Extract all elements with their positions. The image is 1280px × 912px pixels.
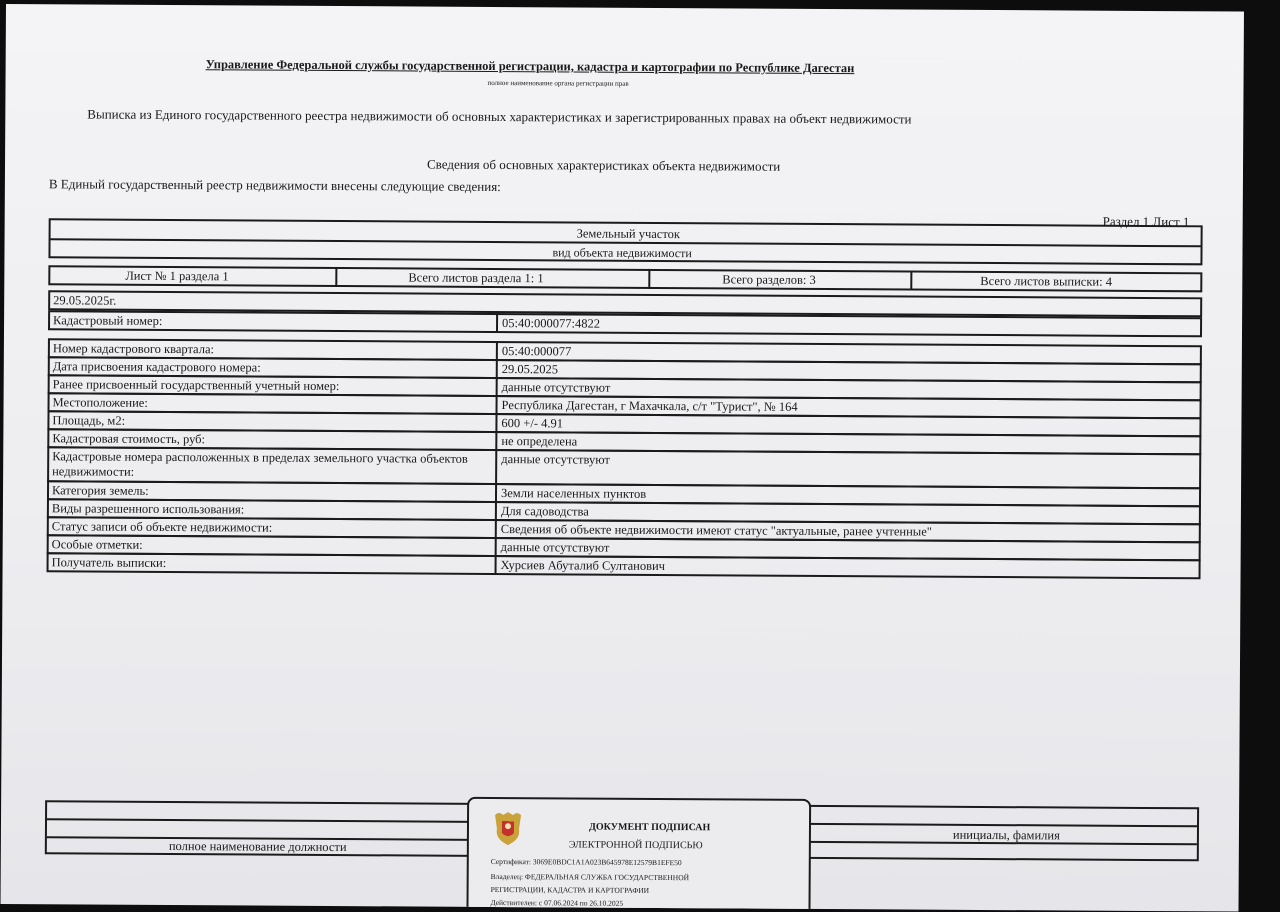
row-value: Для садоводства — [500, 504, 589, 519]
row-label: Статус записи об объекте недвижимости: — [51, 519, 273, 535]
section-subtitle: Сведения об основных характеристиках объекта недвижимости — [426, 156, 781, 174]
row-label: Номер кадастрового квартала: — [52, 341, 215, 357]
row-label: Ранее присвоенный государственный учетный номер: — [52, 377, 340, 394]
row-value: данные отсутствуют — [500, 540, 610, 555]
row-value: Сведения об объекте недвижимости имеют статус "актуальные, ранее учтенные" — [500, 522, 932, 539]
org-caption: полное наименование органа регистрации прав — [487, 78, 629, 88]
sheets-in-section: Всего листов раздела 1: 1 — [408, 270, 544, 286]
row-value: данные отсутствуют — [501, 452, 610, 467]
row-value: Хурсиев Абуталиб Султанович — [500, 558, 666, 574]
row-label: Дата присвоения кадастрового номера: — [52, 359, 261, 375]
stamp-owner-line1: Владелец: ФЕДЕРАЛЬНАЯ СЛУЖБА ГОСУДАРСТВЕННОЙ — [490, 871, 690, 883]
row-value: данные отсутствуют — [501, 380, 611, 395]
row-label: Виды разрешенного использования: — [51, 501, 245, 517]
coat-of-arms-icon — [491, 809, 525, 847]
row-value: не определена — [501, 434, 578, 449]
sections-total: Всего разделов: 3 — [722, 272, 816, 287]
position-caption: полное наименование должности — [168, 839, 347, 855]
org-name: Управление Федеральной службы государственной регистрации, кадастра и картографии по Республике Дагестан — [205, 57, 855, 76]
row-label: Категория земель: — [51, 483, 149, 498]
row-label: Площадь, м2: — [52, 413, 126, 428]
row-label: Кадастровые номера расположенных в пределах земельного участка объектов недвижимости: — [52, 449, 468, 479]
document-title: Выписка из Единого государственного реестра недвижимости об основных характеристиках и зарегистрированных правах на объект недвижимости — [87, 106, 912, 127]
stamp-validity: Действителен: с 07.06.2024 по 26.10.2025 — [490, 897, 624, 908]
row-label: Получатель выписки: — [51, 555, 167, 570]
sheets-total: Всего листов выписки: 4 — [980, 273, 1113, 289]
object-type-box — [48, 218, 1202, 265]
stamp-line2: ЭЛЕКТРОННОЙ ПОДПИСЬЮ — [568, 839, 703, 852]
stamp-line1: ДОКУМЕНТ ПОДПИСАН — [588, 821, 711, 834]
stamp-certificate: Сертификат: 3069E0BDC1A1A023B645978E12579B1EFE50 — [490, 856, 682, 868]
row-value: 05:40:000077 — [501, 344, 572, 359]
stamp-owner-line2: РЕГИСТРАЦИИ, КАДАСТРА И КАРТОГРАФИИ — [490, 884, 650, 895]
name-caption: инициалы, фамилия — [952, 827, 1060, 843]
object-type: Земельный участок — [576, 226, 681, 242]
extract-date: 29.05.2025г. — [53, 293, 117, 308]
object-type-caption: вид объекта недвижимости — [552, 245, 692, 261]
row-value: Республика Дагестан, г Махачкала, с/т "Турист", № 164 — [501, 398, 798, 414]
intro-text: В Единый государственный реестр недвижимости внесены следующие сведения: — [48, 176, 501, 195]
row-value: 29.05.2025 — [501, 362, 559, 377]
sheet-info-row — [48, 265, 1202, 292]
row-value: Земли населенных пунктов — [500, 486, 647, 501]
cadastral-number-value: 05:40:000077:4822 — [502, 316, 601, 331]
row-label: Кадастровая стоимость, руб: — [52, 431, 206, 447]
row-label: Особые отметки: — [51, 537, 143, 552]
cadastral-number-label: Кадастровый номер: — [53, 313, 163, 328]
section-reference: Раздел 1 Лист 1 — [1102, 213, 1190, 230]
row-value: 600 +/- 4.91 — [501, 416, 564, 431]
characteristics-table — [48, 338, 1202, 574]
row-label: Местоположение: — [52, 395, 148, 410]
sheet-number: Лист № 1 раздела 1 — [125, 268, 229, 284]
document-page — [1, 4, 1244, 912]
electronic-signature-stamp — [466, 797, 811, 912]
